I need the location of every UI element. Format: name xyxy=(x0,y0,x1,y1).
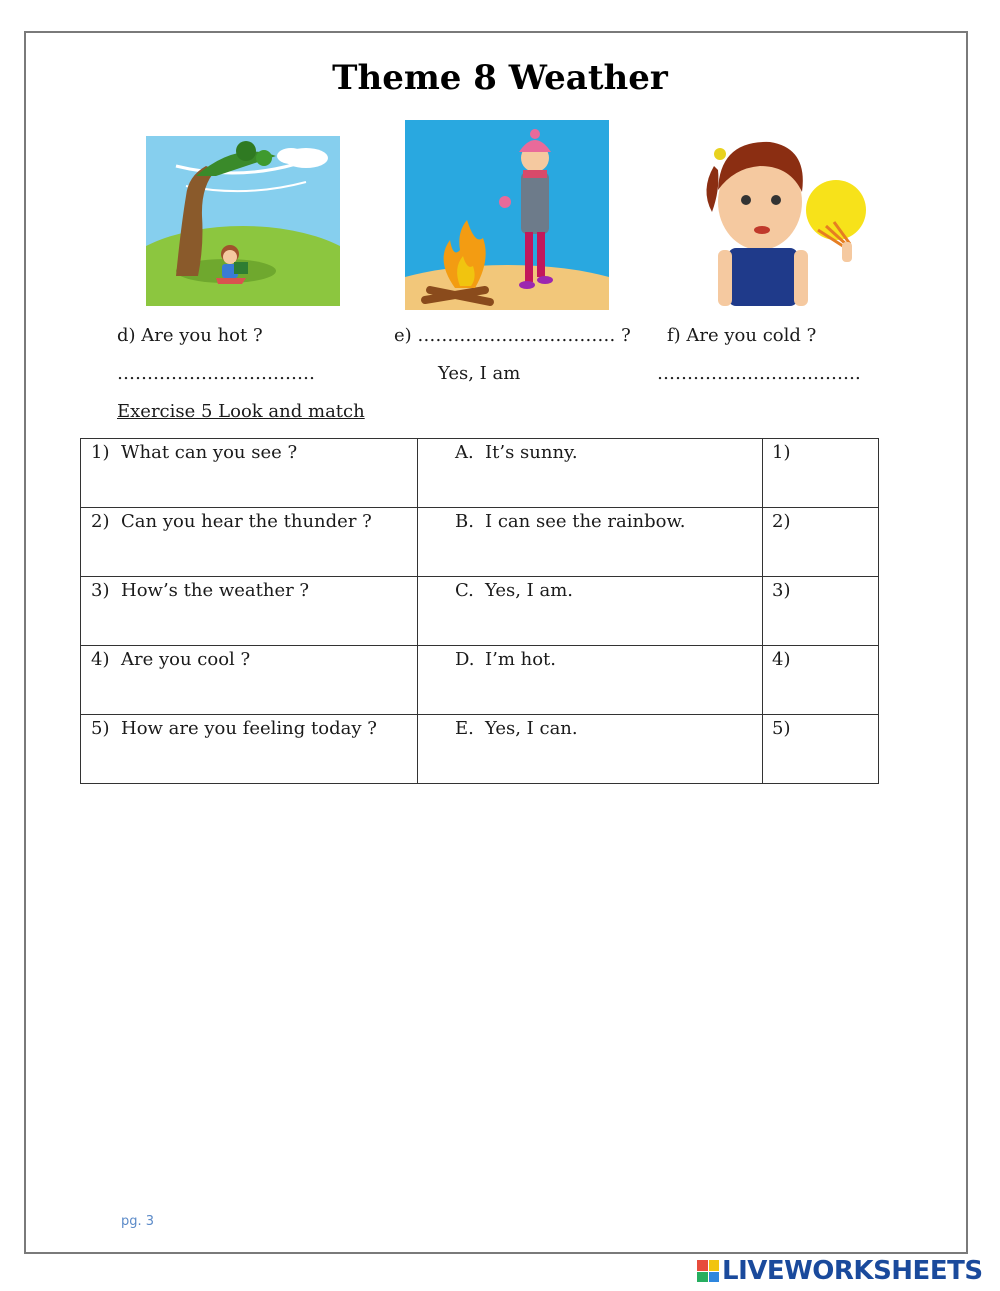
answer-letter: E. xyxy=(455,718,474,739)
logo-letter-v xyxy=(697,1272,708,1283)
question-number: 4) xyxy=(91,649,110,670)
match-slot[interactable] xyxy=(763,439,879,508)
answer-f-blank[interactable]: ……………………………. xyxy=(657,363,861,384)
question-cell xyxy=(81,646,418,715)
windy-park-picture xyxy=(146,136,340,306)
table-row xyxy=(81,646,879,715)
question-number: 2) xyxy=(91,511,110,532)
question-text: How’s the weather ? xyxy=(121,580,310,601)
question-text: Can you hear the thunder ? xyxy=(121,511,372,532)
question-d: d) Are you hot ? xyxy=(117,325,263,346)
logo-letter-l xyxy=(697,1260,708,1271)
answer-e: Yes, I am xyxy=(438,363,521,384)
slot-number: 4) xyxy=(772,649,791,670)
slot-number: 5) xyxy=(772,718,791,739)
logo-blocks-icon xyxy=(697,1260,719,1282)
question-cell xyxy=(81,508,418,577)
match-slot[interactable] xyxy=(763,646,879,715)
answer-letter: C. xyxy=(455,580,474,601)
answer-cell xyxy=(418,646,763,715)
question-text: How are you feeling today ? xyxy=(121,718,377,739)
answer-text: I can see the rainbow. xyxy=(485,511,686,532)
answer-letter: B. xyxy=(455,511,474,532)
table-row xyxy=(81,577,879,646)
answer-cell xyxy=(418,577,763,646)
match-slot[interactable] xyxy=(763,715,879,784)
question-cell xyxy=(81,439,418,508)
hot-girl-fan-picture xyxy=(690,130,866,306)
question-text: Are you cool ? xyxy=(121,649,251,670)
table-row xyxy=(81,508,879,577)
answer-letter: A. xyxy=(455,442,474,463)
slot-number: 3) xyxy=(772,580,791,601)
question-number: 1) xyxy=(91,442,110,463)
liveworksheets-logo xyxy=(697,1258,983,1284)
answer-cell xyxy=(418,439,763,508)
question-number: 5) xyxy=(91,718,110,739)
question-f: f) Are you cold ? xyxy=(667,325,817,346)
answer-d-blank[interactable]: …………………………… xyxy=(117,363,315,384)
answer-text: Yes, I am. xyxy=(485,580,574,601)
answer-cell xyxy=(418,715,763,784)
slot-number: 1) xyxy=(772,442,791,463)
table-row xyxy=(81,715,879,784)
answer-text: I’m hot. xyxy=(485,649,557,670)
match-table xyxy=(80,438,879,784)
match-slot[interactable] xyxy=(763,508,879,577)
slot-number: 2) xyxy=(772,511,791,532)
answer-cell xyxy=(418,508,763,577)
answer-text: It’s sunny. xyxy=(485,442,578,463)
question-cell xyxy=(81,577,418,646)
match-slot[interactable] xyxy=(763,577,879,646)
question-number: 3) xyxy=(91,580,110,601)
question-cell xyxy=(81,715,418,784)
exercise-title: Exercise 5 Look and match xyxy=(117,401,365,422)
page-number: pg. 3 xyxy=(121,1214,155,1229)
cold-campfire-picture xyxy=(405,120,609,310)
answer-text: Yes, I can. xyxy=(485,718,578,739)
logo-letter-i xyxy=(709,1260,720,1271)
worksheet-title: Theme 8 Weather xyxy=(332,58,668,98)
question-e: e) …………………………… ? xyxy=(394,325,631,346)
logo-text: LIVEWORKSHEETS xyxy=(722,1256,983,1286)
table-row xyxy=(81,439,879,508)
logo-letter-e xyxy=(709,1272,720,1283)
question-text: What can you see ? xyxy=(121,442,298,463)
answer-letter: D. xyxy=(455,649,475,670)
